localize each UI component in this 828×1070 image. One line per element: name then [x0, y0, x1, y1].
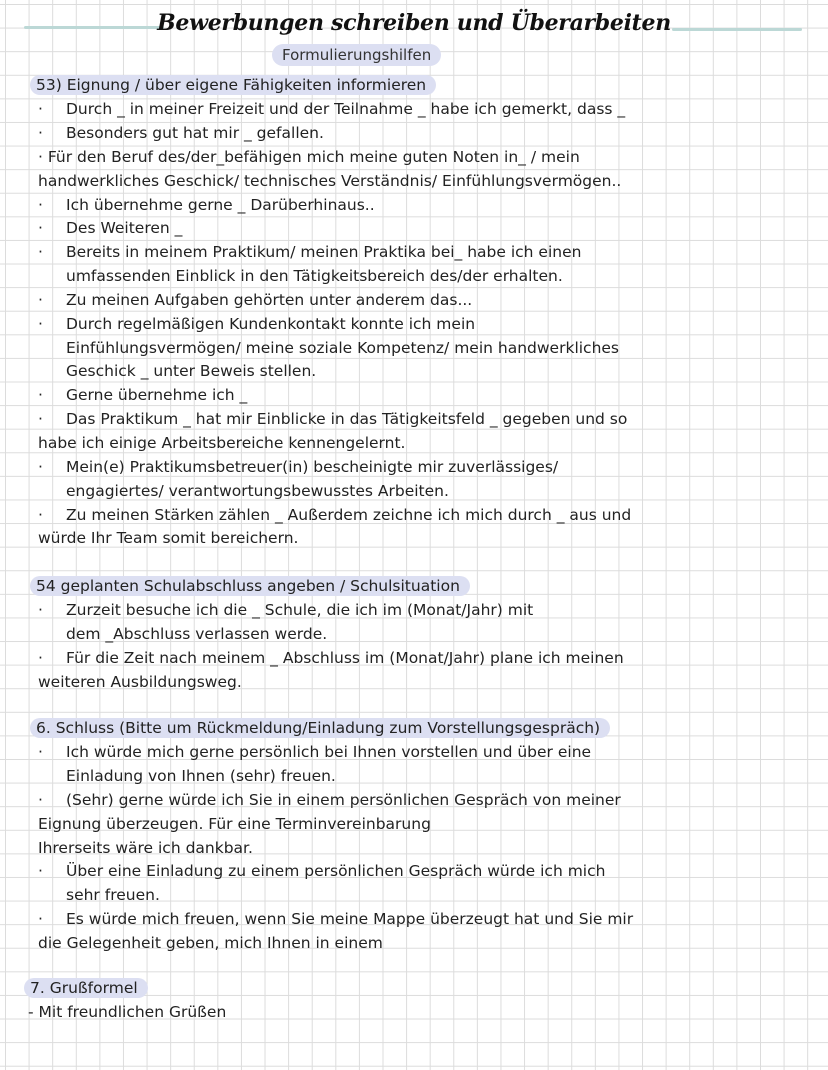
text-line: dem _Abschluss verlassen werde. — [66, 625, 328, 643]
text-line: Geschick _ unter Beweis stellen. — [66, 362, 317, 380]
text-line: sehr freuen. — [66, 886, 160, 904]
text-line: Das Praktikum _ hat mir Einblicke in das Tätigkeitsfeld _ gegeben und so — [66, 410, 628, 428]
bullet: · — [38, 196, 43, 214]
text-line: - Mit freundlichen Grüßen — [28, 1003, 227, 1021]
text-line: Ich übernehme gerne _ Darüberhinaus.. — [66, 196, 375, 214]
bullet: · — [38, 506, 43, 524]
text-line: Durch _ in meiner Freizeit und der Teilnahme _ habe ich gemerkt, dass _ — [66, 100, 626, 118]
page-title: Bewerbungen schreiben und Überarbeiten — [157, 10, 671, 36]
text-line: Durch regelmäßigen Kundenkontakt konnte ich mein — [66, 315, 476, 333]
bullet: · — [38, 410, 43, 428]
text-line: die Gelegenheit geben, mich Ihnen in einem — [38, 934, 383, 952]
text-line: Eignung überzeugen. Für eine Terminvereinbarung — [38, 815, 431, 833]
text-line: Zurzeit besuche ich die _ Schule, die ich im (Monat/Jahr) mit — [66, 601, 534, 619]
text-line: Ich würde mich gerne persönlich bei Ihnen vorstellen und über eine — [66, 743, 592, 761]
text-line: Einfühlungsvermögen/ meine soziale Kompetenz/ mein handwerkliches — [66, 339, 620, 357]
text-line: Besonders gut hat mir _ gefallen. — [66, 124, 324, 142]
bullet: · — [38, 100, 43, 118]
page-subtitle: Formulierungshilfen — [272, 44, 441, 66]
text-line: Es würde mich freuen, wenn Sie meine Mappe überzeugt hat und Sie mir — [66, 910, 634, 928]
section-heading-7: 7. Grußformel — [24, 978, 148, 998]
text-line: (Sehr) gerne würde ich Sie in einem persönlichen Gespräch von meiner — [66, 791, 621, 809]
text-line: habe ich einige Arbeitsbereiche kennengelernt. — [38, 434, 406, 452]
bullet: · — [38, 649, 43, 667]
section-heading-54: 54 geplanten Schulabschluss angeben / Schulsituation — [30, 576, 470, 596]
section-heading-6: 6. Schluss (Bitte um Rückmeldung/Einladung zum Vorstellungsgespräch) — [30, 718, 610, 738]
text-line: Ihrerseits wäre ich dankbar. — [38, 839, 253, 857]
text-line: umfassenden Einblick in den Tätigkeitsbereich des/der erhalten. — [66, 267, 563, 285]
bullet: · — [38, 315, 43, 333]
bullet: · — [38, 458, 43, 476]
bullet: · — [38, 910, 43, 928]
text-line: Zu meinen Aufgaben gehörten unter anderem das... — [66, 291, 473, 309]
text-line: Des Weiteren _ — [66, 219, 183, 237]
bullet: · — [38, 862, 43, 880]
text-line: würde Ihr Team somit bereichern. — [38, 529, 299, 547]
text-line: Für die Zeit nach meinem _ Abschluss im (Monat/Jahr) plane ich meinen — [66, 649, 624, 667]
bullet: · — [38, 291, 43, 309]
bullet: · — [38, 386, 43, 404]
bullet: · — [38, 243, 43, 261]
bullet: · — [38, 601, 43, 619]
text-line: · Für den Beruf des/der_befähigen mich meine guten Noten in_ / mein — [38, 148, 580, 166]
text-line: engagiertes/ verantwortungsbewusstes Arbeiten. — [66, 482, 449, 500]
bullet: · — [38, 791, 43, 809]
bullet: · — [38, 743, 43, 761]
text-line: handwerkliches Geschick/ technisches Verständnis/ Einfühlungsvermögen.. — [38, 172, 622, 190]
section-heading-53: 53) Eignung / über eigene Fähigkeiten informieren — [30, 75, 436, 95]
text-line: Bereits in meinem Praktikum/ meinen Praktika bei_ habe ich einen — [66, 243, 582, 261]
text-line: weiteren Ausbildungsweg. — [38, 673, 242, 691]
bullet: · — [38, 219, 43, 237]
text-line: Einladung von Ihnen (sehr) freuen. — [66, 767, 336, 785]
text-line: Zu meinen Stärken zählen _ Außerdem zeichne ich mich durch _ aus und — [66, 506, 632, 524]
text-line: Mein(e) Praktikumsbetreuer(in) bescheinigte mir zuverlässiges/ — [66, 458, 559, 476]
bullet: · — [38, 124, 43, 142]
text-line: Über eine Einladung zu einem persönlichen Gespräch würde ich mich — [66, 862, 606, 880]
text-line: Gerne übernehme ich _ — [66, 386, 248, 404]
